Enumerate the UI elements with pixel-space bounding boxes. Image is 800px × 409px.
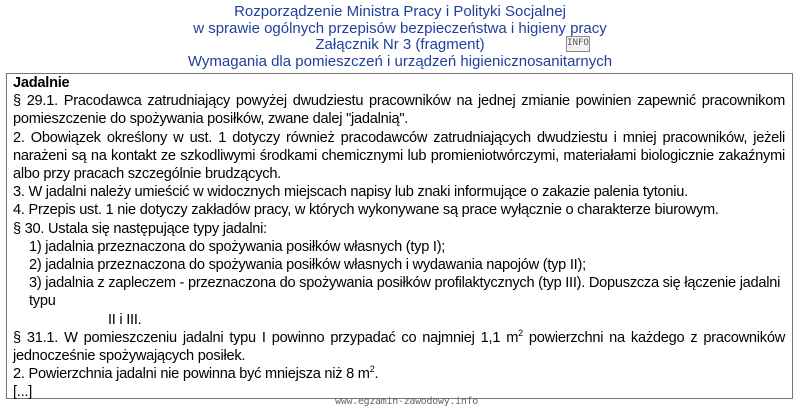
list-item-type-2: 2) jadalnia przeznaczona do spożywania posiłków własnych i wydawania napojów (typ II); [29, 257, 586, 274]
paragraph-29-1: § 29.1. Pracodawca zatrudniający powyżej dwudziestu pracowników na jednej zmianie powinien zapewnić pracownikom pomieszczenie do spożywania posiłków, zwane dalej "jadalnią". [13, 93, 785, 128]
regulation-title: Rozporządzenie Ministra Pracy i Polityki Socjalnej [234, 3, 566, 20]
paragraph-29-3: 3. W jadalni należy umieścić w widocznych miejscach napisy lub znaki informujące o zakazie palenia tytoniu. [13, 184, 688, 201]
paragraph-31-2-text-b: . [374, 366, 379, 383]
paragraph-31-1-text-b: powierzchni na każdego z pracowników jednocześnie spożywających posiłek. [13, 329, 785, 365]
list-item-type-3-continuation: II i III. [108, 311, 142, 328]
regulation-subtitle: w sprawie ogólnych przepisów bezpieczeństwa i higieny pracy [193, 19, 607, 37]
paragraph-31-1-text-a: § 31.1. W pomieszczeniu jadalni typu I powinno przypadać co najmniej 1,1 m [13, 329, 519, 346]
paragraph-31-2 [13, 365, 785, 383]
annex-title: Załącznik Nr 3 (fragment) [315, 36, 485, 53]
square-meter-superscript: 2 [369, 364, 375, 375]
info-stamp: INFO [566, 36, 590, 52]
requirements-title: Wymagania dla pomieszczeń i urządzeń higienicznosanitarnych [187, 52, 613, 70]
omission-marker: [...] [13, 384, 33, 401]
list-item-type-3: 3) jadalnia z zapleczem - przeznaczona do spożywania posiłków profilaktycznych (typ III). Dopuszcza się łączenie jadalni typu [29, 275, 781, 310]
paragraph-29-4: 4. Przepis ust. 1 nie dotyczy zakładów pracy, w których wykonywane są prace wyłącznie o charakterze biurowym. [13, 202, 719, 219]
excerpt-text [13, 74, 785, 402]
paragraph-29-2: 2. Obowiązek określony w ust. 1 dotyczy również pracodawców zatrudniających dwudziestu i mniej pracowników, jeżeli narażeni są na kontakt ze szkodliwymi środkami chemicznymi lub promieniotwórczymi, materiałami biologicznie zakaźnymi albo przy pracach szczególnie brudzących. [13, 129, 785, 183]
section-heading: Jadalnie [13, 75, 70, 91]
paragraph-30: § 30. Ustala się następujące typy jadalni: [13, 220, 267, 237]
source-watermark: www.egzamin-zawodowy.info [335, 396, 479, 407]
document-header [0, 4, 800, 70]
paragraph-31-2-text-a: 2. Powierzchnia jadalni nie powinna być mniejsza niż 8 m [13, 366, 370, 383]
square-meter-superscript: 2 [518, 327, 523, 338]
paragraph-31-1 [13, 329, 785, 365]
list-item-type-1: 1) jadalnia przeznaczona do spożywania posiłków własnych (typ I); [29, 238, 446, 255]
